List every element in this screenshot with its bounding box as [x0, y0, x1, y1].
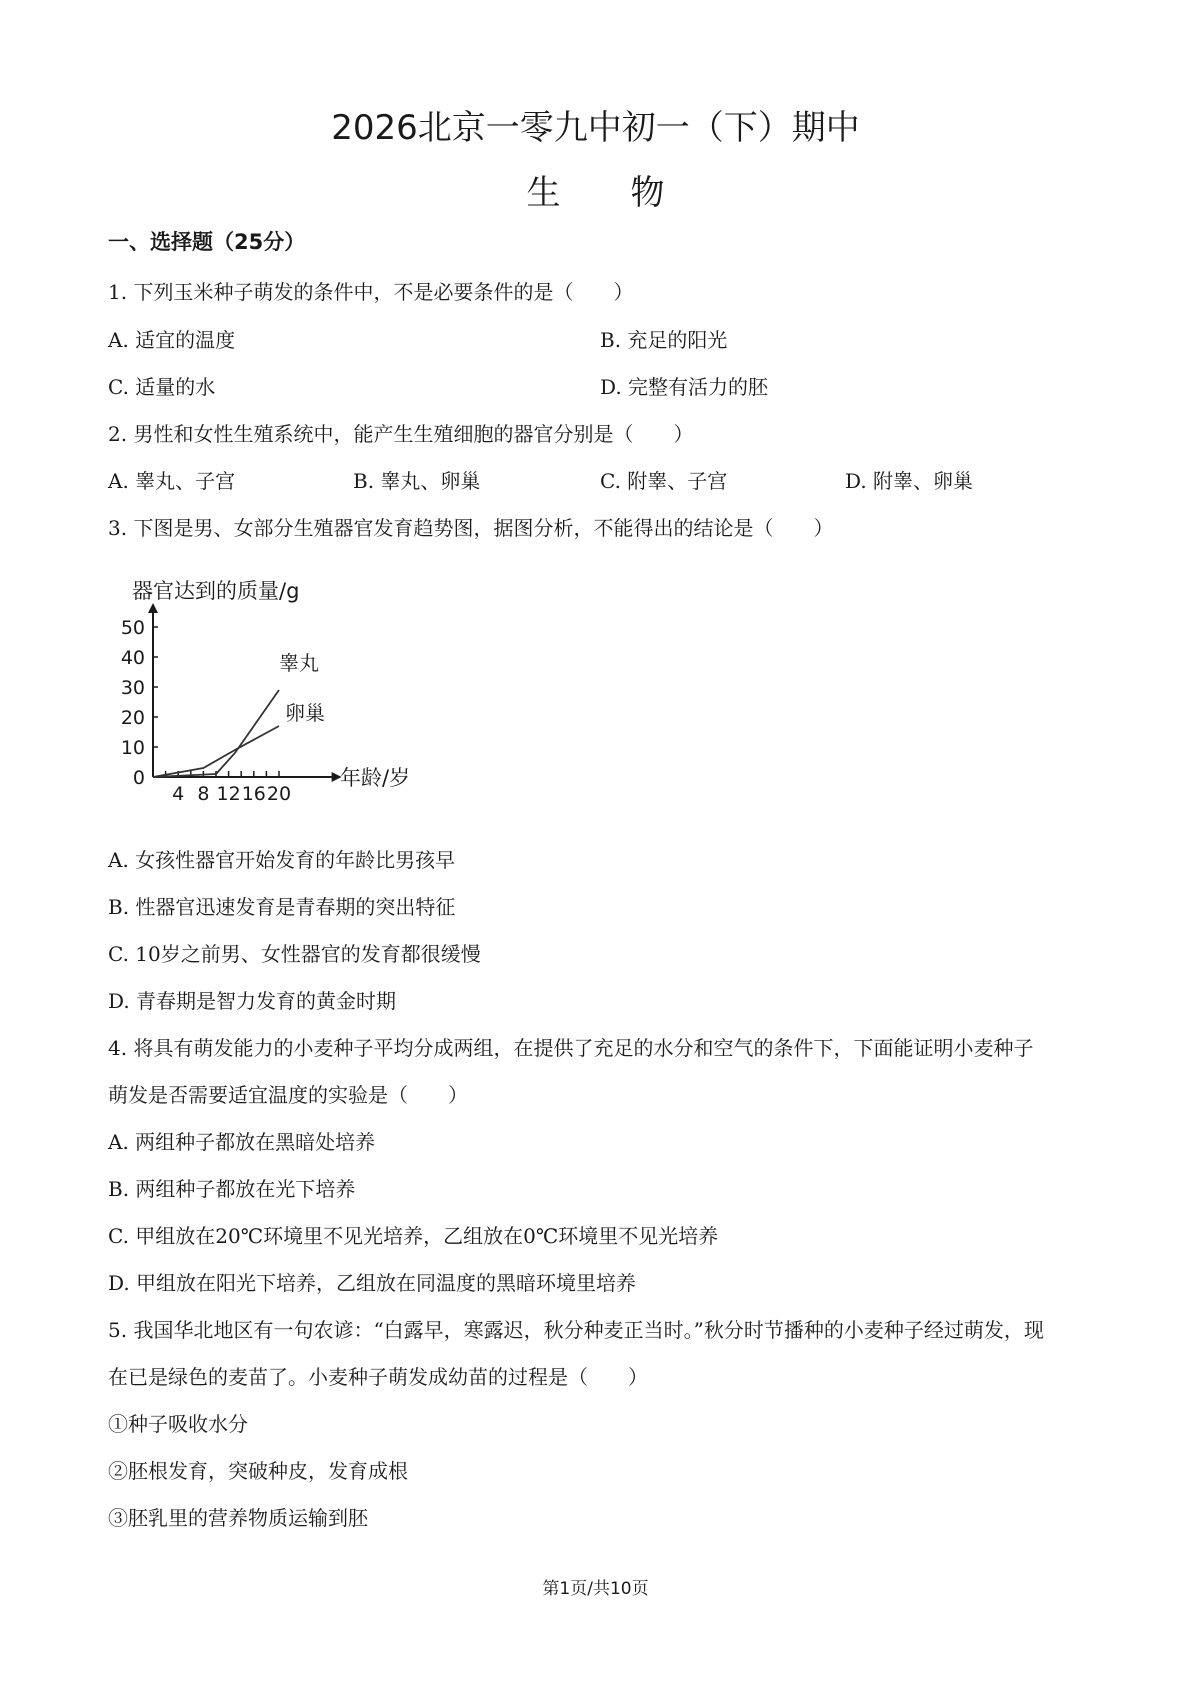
y-tick-label: 0	[132, 767, 145, 789]
question-1-option-d: D. 完整有活力的胚	[600, 375, 769, 399]
series-label: 睾丸	[279, 651, 319, 675]
question-5-stem-line-2: 在已是绿色的麦苗了。小麦种子萌发成幼苗的过程是（ ）	[108, 1365, 648, 1389]
question-2-option-b: B. 睾丸、卵巢	[353, 469, 481, 493]
question-2-stem: 2. 男性和女性生殖系统中，能产生生殖细胞的器官分别是（ ）	[108, 422, 694, 446]
question-2-option-a: A. 睾丸、子宫	[108, 469, 236, 493]
question-1-option-a: A. 适宜的温度	[108, 328, 236, 352]
question-1-option-c: C. 适量的水	[108, 375, 216, 399]
chart-y-axis-label: 器官达到的质量/g	[132, 579, 300, 603]
series-label: 卵巢	[285, 701, 325, 725]
section-heading: 一、选择题（25分）	[108, 230, 306, 254]
exam-title: 2026北京一零九中初一（下）期中	[331, 108, 860, 148]
question-4-option-b: B. 两组种子都放在光下培养	[108, 1177, 356, 1201]
x-tick-label: 4	[172, 783, 185, 805]
series-line-2	[153, 726, 279, 777]
y-tick-label: 50	[120, 617, 145, 639]
question-1-stem: 1. 下列玉米种子萌发的条件中，不是必要条件的是（ ）	[108, 280, 634, 304]
question-3-option-b: B. 性器官迅速发育是青春期的突出特征	[108, 895, 456, 919]
chart-series	[153, 651, 325, 777]
question-3-option-a: A. 女孩性器官开始发育的年龄比男孩早	[108, 848, 456, 872]
x-tick-label: 20	[266, 783, 292, 805]
question-5-step-1: ①种子吸收水分	[108, 1412, 248, 1436]
x-tick-label: 8	[197, 783, 210, 805]
question-5-step-3: ③胚乳里的营养物质运输到胚	[108, 1506, 368, 1530]
organ-development-chart	[120, 572, 440, 807]
y-tick-label: 30	[120, 677, 145, 699]
chart-x-axis-label: 年龄/岁	[340, 766, 411, 790]
x-tick-label: 16	[241, 783, 266, 805]
question-4-option-a: A. 两组种子都放在黑暗处培养	[108, 1130, 376, 1154]
question-4-stem-line-2: 萌发是否需要适宜温度的实验是（ ）	[108, 1083, 468, 1107]
question-3-stem: 3. 下图是男、女部分生殖器官发育趋势图，据图分析，不能得出的结论是（ ）	[108, 516, 834, 540]
question-4-option-c: C. 甲组放在20℃环境里不见光培养，乙组放在0℃环境里不见光培养	[108, 1224, 719, 1248]
y-tick-label: 20	[120, 707, 145, 729]
question-3-option-d: D. 青春期是智力发育的黄金时期	[108, 989, 397, 1013]
series-line-1	[153, 690, 279, 777]
question-5-step-2: ②胚根发育，突破种皮，发育成根	[108, 1459, 408, 1483]
page-number: 第1页/共10页	[542, 1579, 649, 1599]
x-tick-label: 12	[216, 783, 241, 805]
y-tick-label: 40	[120, 647, 145, 669]
chart-x-ticks	[172, 783, 291, 805]
question-2-option-c: C. 附睾、子宫	[600, 469, 728, 493]
question-4-stem-line-1: 4. 将具有萌发能力的小麦种子平均分成两组，在提供了充足的水分和空气的条件下，下面能证明小麦种子	[108, 1036, 1034, 1060]
chart-axes	[148, 603, 342, 782]
y-axis-arrow	[148, 603, 158, 613]
question-3-option-c: C. 10岁之前男、女性器官的发育都很缓慢	[108, 942, 481, 966]
question-4-option-d: D. 甲组放在阳光下培养，乙组放在同温度的黑暗环境里培养	[108, 1271, 637, 1295]
question-5-stem-line-1: 5. 我国华北地区有一句农谚：“白露早，寒露迟，秋分种麦正当时。”秋分时节播种的小麦种子经过萌发，现	[108, 1318, 1044, 1342]
question-1-option-b: B. 充足的阳光	[600, 328, 728, 352]
subject-title: 生物	[526, 173, 735, 213]
question-2-option-d: D. 附睾、卵巢	[845, 469, 974, 493]
y-tick-label: 10	[120, 737, 145, 759]
